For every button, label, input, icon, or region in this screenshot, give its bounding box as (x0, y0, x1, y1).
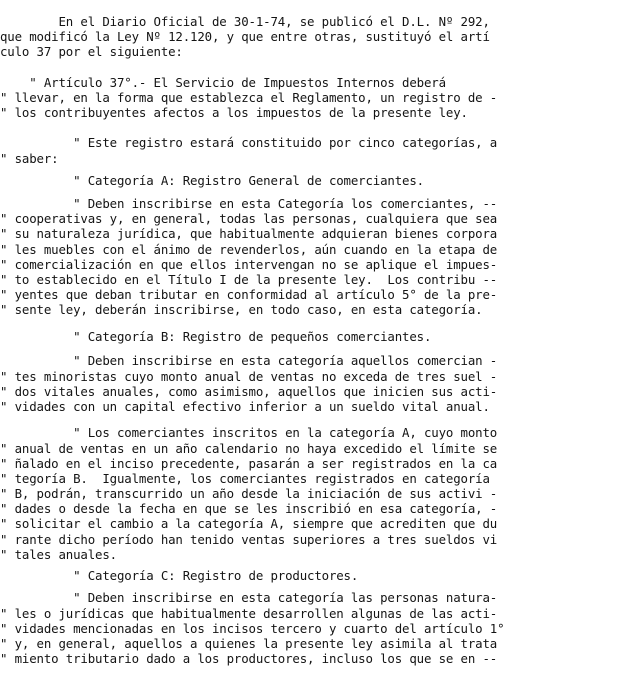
text-line-14: " Deben inscribirse en esta Categoría los comerciantes, -- (0, 196, 498, 211)
text-line-1: En el Diario Oficial de 30-1-74, se publicó el D.L. Nº 292, (0, 14, 490, 29)
section-heading-a: " Categoría A: Registro General de comerciantes. (0, 173, 424, 189)
text-line-10: " saber: (0, 150, 59, 166)
text-line-33: " tegoría B. Igualmente, los comerciantes registrados en categoría (0, 470, 490, 486)
text-line-18: " comercialización en que ellos intervengan no se aplique el impues- (0, 256, 498, 272)
text-line-15: " cooperativas y, en general, todas las personas, cualquiera que sea (0, 211, 498, 227)
text-line-7: " los contribuyentes afectos a los impuestos de la presente ley. (0, 105, 468, 120)
text-line-3: culo 37 por el siguiente: (0, 44, 183, 60)
text-line-43: " les o jurídicas que habitualmente desarrollen algunas de las acti- (0, 605, 498, 621)
text-line-20: " yentes que deban tributar en conformidad al artículo 5° de la pre- (0, 287, 498, 302)
text-line-45: " y, en general, aquellos a quienes la presente ley asimila al trata (0, 635, 498, 651)
text-line-38: " tales anuales. (0, 546, 117, 562)
text-line-36: " solicitar el cambio a la categoría A, siempre que acrediten que du (0, 516, 498, 532)
text-line-16: " su naturaleza jurídica, que habitualmente adquieran bienes corpora (0, 226, 498, 242)
text-line-32: " ñalado en el inciso precedente, pasarán a ser registrados en la ca (0, 455, 498, 471)
text-line-42: " Deben inscribirse en esta categoría las personas natura- (0, 590, 498, 606)
section-heading-c: " Categoría C: Registro de productores. (0, 567, 359, 583)
text-line-46: " miento tributario dado a los productores, incluso los que se en -- (0, 651, 498, 666)
text-line-9: " Este registro estará constituido por cinco categorías, a (0, 135, 498, 151)
text-line-28: " vidades con un capital efectivo inferior a un sueldo vital anual. (0, 398, 490, 414)
text-line-35: " dades o desde la fecha en que se les inscribió en esa categoría, - (0, 501, 498, 517)
text-line-6: " llevar, en la forma que establezca el Reglamento, un registro de - (0, 89, 498, 105)
text-line-19: " to establecido en el Título I de la presente ley. Los contribu -- (0, 271, 498, 287)
text-line-17: " les muebles con el ánimo de revenderlos, aún cuando en la etapa de (0, 241, 498, 257)
text-line-2: que modificó la Ley Nº 12.120, y que entre otras, sustituyó el artí (0, 29, 490, 45)
text-line-27: " dos vitales anuales, como asimismo, aquellos que inicien sus acti- (0, 383, 498, 399)
text-line-31: " anual de ventas en un año calendario no haya excedido el límite se (0, 440, 498, 456)
text-line-34: " B, podrán, transcurrido un año desde la iniciación de sus activi - (0, 486, 498, 502)
text-line-37: " rante dicho período han tenido ventas superiores a tres sueldos vi (0, 531, 498, 547)
text-line-30: " Los comerciantes inscritos en la categoría A, cuyo monto (0, 425, 498, 441)
text-line-26: " tes minoristas cuyo monto anual de ventas no exceda de tres suel - (0, 368, 498, 384)
section-heading-b: " Categoría B: Registro de pequeños comerciantes. (0, 328, 432, 344)
text-line-25: " Deben inscribirse en esta categoría aquellos comercian - (0, 353, 498, 369)
text-line-5: " Artículo 37°.- El Servicio de Impuestos Internos deberá (0, 74, 446, 90)
text-line-21: " sente ley, deberán inscribirse, en todo caso, en esta categoría. (0, 302, 483, 318)
text-line-44: " vidades mencionadas en los incisos tercero y cuarto del artículo 1° (0, 620, 505, 636)
